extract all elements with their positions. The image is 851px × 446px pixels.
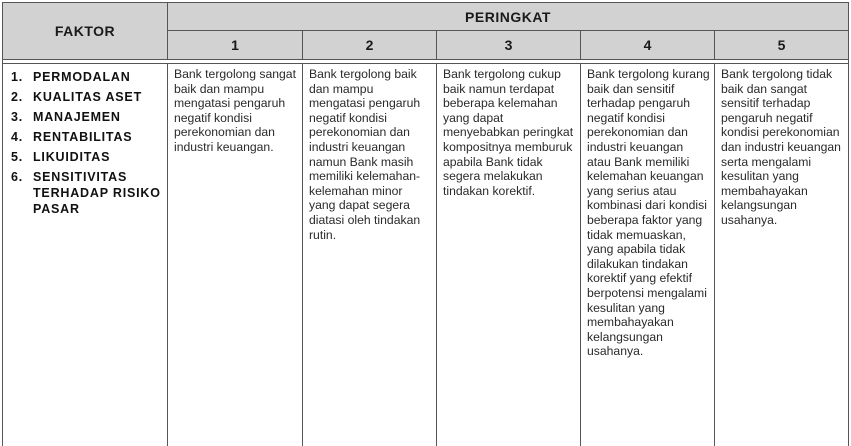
header-rank-5: 5 bbox=[715, 31, 849, 60]
rank-3-cell bbox=[437, 63, 581, 446]
header-rank-3: 3 bbox=[437, 31, 581, 60]
header-peringkat: PERINGKAT bbox=[168, 2, 849, 31]
faktor-item: 2. KUALITAS ASET bbox=[11, 90, 143, 104]
faktor-item: 5. LIKUIDITAS bbox=[11, 150, 111, 164]
faktor-item: 4. RENTABILITAS bbox=[11, 130, 133, 144]
faktor-item: 3. MANAJEMEN bbox=[11, 110, 121, 124]
faktor-item: 1. PERMODALAN bbox=[11, 70, 131, 84]
header-rank-2: 2 bbox=[303, 31, 437, 60]
rank-2-description: Bank tergolong baik dan mampu mengatasi pengaruh negatif kondisi perekonomian dan industri keuangan namun Bank masih memiliki kelemahan-kelemahan minor yang dapat segera diatasi oleh tindakan rutin. bbox=[309, 67, 421, 242]
rank-3-description: Bank tergolong cukup baik namun terdapat beberapa kelemahan yang dapat menyebabkan peringkat kompositnya memburuk apabila Bank tidak segera melakukan tindakan korektif. bbox=[443, 67, 574, 198]
rank-4-cell bbox=[581, 63, 715, 446]
header-faktor: FAKTOR bbox=[2, 2, 168, 60]
rank-2-cell bbox=[303, 63, 437, 446]
rank-1-cell bbox=[168, 63, 303, 446]
rank-5-cell bbox=[715, 63, 849, 446]
header-rank-1: 1 bbox=[168, 31, 303, 60]
faktor-cell bbox=[2, 63, 168, 446]
rank-4-description: Bank tergolong kurang baik dan sensitif terhadap pengaruh negatif kondisi perekonomian dan industri keuangan atau Bank memiliki kelemahan keuangan yang serius atau kombinasi dari kondisi beberapa faktor yang tidak memuaskan, yang apabila tidak dilakukan tindakan korektif yang efektif berpotensi mengalami kesulitan yang membahayakan kelangsungan usahanya. bbox=[587, 67, 710, 359]
faktor-item: 6. SENSITIVITAS TERHADAP RISIKO PASAR bbox=[11, 170, 161, 216]
header-rank-4: 4 bbox=[581, 31, 715, 60]
rank-1-description: Bank tergolong sangat baik dan mampu mengatasi pengaruh negatif kondisi perekonomian dan industri keuangan. bbox=[174, 67, 296, 154]
faktor-list bbox=[3, 64, 167, 217]
rank-5-description: Bank tergolong tidak baik dan sangat sensitif terhadap pengaruh negatif kondisi perekonomian dan industri keuangan serta mengalami kesulitan yang membahayakan kelangsungan usahanya. bbox=[721, 67, 841, 227]
